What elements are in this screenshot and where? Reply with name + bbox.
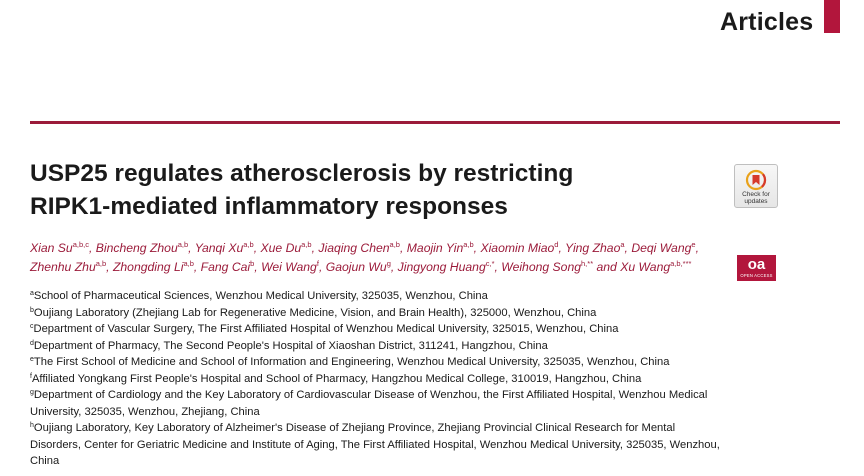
author-separator: , <box>88 241 96 255</box>
author-name: Weihong Song <box>501 260 582 274</box>
affiliation-item <box>30 321 720 338</box>
author-affiliation-marker: d <box>554 240 559 249</box>
author-separator: , <box>399 241 407 255</box>
affiliation-item <box>30 371 720 388</box>
author-affiliation-marker: c,* <box>485 259 495 268</box>
author[interactable] <box>318 241 400 255</box>
author-name: Fang Cai <box>200 260 251 274</box>
affiliation-marker: c <box>30 323 34 330</box>
author-name: Xue Du <box>260 241 302 255</box>
affiliation-item <box>30 305 720 322</box>
author[interactable] <box>326 260 391 274</box>
author-name: Zhenhu Zhu <box>30 260 96 274</box>
author[interactable] <box>631 241 695 255</box>
affiliation-marker: b <box>30 306 34 314</box>
author-affiliation-marker: b <box>250 259 255 268</box>
author-separator: , <box>494 260 502 274</box>
author-affiliation-marker: a,b,*** <box>670 259 692 268</box>
author-name: Ying Zhao <box>565 241 621 255</box>
article-title <box>30 157 670 223</box>
author[interactable] <box>30 260 106 274</box>
author-affiliation-marker: a,b <box>177 240 189 249</box>
open-access-badge <box>737 255 776 281</box>
affiliation-text: Department of Cardiology and the Key Laboratory of Cardiovascular Disease of Wenzhou, the First Affiliated Hospital, Wenzhou Medical University, 325035, Wenzhou, Zhejiang, China <box>30 389 708 418</box>
affiliation-item <box>30 354 720 371</box>
author-affiliation-marker: a,b <box>301 240 312 249</box>
author[interactable] <box>261 260 319 274</box>
author-affiliation-marker: a,b <box>389 240 400 249</box>
affiliation-marker: f <box>30 372 32 380</box>
affiliation-marker: h <box>30 422 34 429</box>
check-for-updates-button[interactable] <box>734 164 778 208</box>
affiliation-item <box>30 387 720 420</box>
article-title-line-1: USP25 regulates atherosclerosis by restricting <box>30 160 574 187</box>
author-separator: , <box>253 241 261 255</box>
author[interactable] <box>195 241 254 255</box>
affiliation-text: The First School of Medicine and School of Information and Engineering, Wenzhou Medical University, 325035, Wenzhou, China <box>33 356 670 368</box>
author-name: Maojin Yin <box>406 241 464 255</box>
author-separator: , <box>318 260 326 274</box>
author-affiliation-marker: a,b <box>183 259 194 268</box>
affiliation-text: Oujiang Laboratory, Key Laboratory of Alzheimer's Disease of Zhejiang Province, Zhejiang Provincial Clinical Research for Mental Disorders, Center for Geriatric Medicine and Institute of Aging, The First Affiliated Hospital, Wenzhou Medical University, 325035, Wenzhou, China <box>30 422 720 467</box>
author[interactable] <box>30 241 89 255</box>
author-separator: , <box>624 241 632 255</box>
author-affiliation-marker: h,** <box>581 259 594 268</box>
affiliation-text: Department of Pharmacy, The Second People's Hospital of Xiaoshan District, 311241, Hangzhou, China <box>33 339 548 352</box>
author-affiliation-marker: a,b <box>463 240 474 249</box>
header-divider <box>30 121 840 124</box>
affiliation-item <box>30 338 720 355</box>
author-name: Wei Wang <box>261 260 317 274</box>
affiliation-text: Oujiang Laboratory (Zhejiang Lab for Regenerative Medicine, Vision, and Brain Health), 325000, Wenzhou, China <box>33 306 597 319</box>
author[interactable] <box>113 260 194 274</box>
author-separator: , <box>106 260 113 274</box>
open-access-short: oa <box>747 256 766 273</box>
affiliation-text: Affiliated Yongkang First People's Hospital and School of Pharmacy, Hangzhou Medical College, 310019, Hangzhou, China <box>31 372 642 385</box>
author-affiliation-marker: a,b,c <box>72 240 89 249</box>
article-title-line-2: RIPK1-mediated inflammatory responses <box>30 193 508 220</box>
author-separator: , <box>254 260 262 274</box>
author[interactable] <box>261 241 312 255</box>
affiliation-marker: g <box>30 389 34 396</box>
author-affiliation-marker: a,b <box>95 259 107 268</box>
author-separator: , <box>193 260 201 274</box>
author-affiliation-marker: g <box>386 259 391 268</box>
author-affiliation-marker: a,b <box>243 240 254 249</box>
affiliation-marker: d <box>30 339 34 347</box>
author[interactable] <box>398 260 495 274</box>
affiliation-marker: e <box>30 356 34 363</box>
author-separator: and <box>593 260 621 274</box>
affiliation-item <box>30 288 720 305</box>
author-list <box>30 239 730 277</box>
open-access-full: OPEN ACCESS <box>740 273 773 278</box>
author-separator: , <box>188 241 195 255</box>
author-name: Xian Su <box>30 241 73 255</box>
author-separator: , <box>311 241 319 255</box>
affiliation-text: Department of Vascular Surgery, The First Affiliated Hospital of Wenzhou Medical University, 325015, Wenzhou, China <box>33 323 619 335</box>
author-affiliation-marker: f <box>316 259 319 268</box>
author[interactable] <box>620 260 691 274</box>
author[interactable] <box>407 241 474 255</box>
author-separator: , <box>558 241 566 255</box>
author-affiliation-marker: e <box>691 240 696 249</box>
check-for-updates-label: Check for updates <box>742 191 770 205</box>
author-name: Jingyong Huang <box>397 260 486 274</box>
author-separator: , <box>695 241 699 255</box>
author-name: Bincheng Zhou <box>95 241 178 255</box>
author[interactable] <box>96 241 188 255</box>
affiliation-marker: a <box>30 290 34 297</box>
affiliation-item <box>30 420 720 470</box>
author-name: Yanqi Xu <box>194 241 244 255</box>
section-title: Articles <box>720 8 814 36</box>
author[interactable] <box>501 260 593 274</box>
author[interactable] <box>201 260 255 274</box>
journal-color-block <box>824 0 840 33</box>
author-separator: , <box>390 260 398 274</box>
author-name: Gaojun Wu <box>325 260 387 274</box>
author-separator: , <box>473 241 481 255</box>
author-name: Xiaomin Miao <box>480 241 555 255</box>
author-name: Jiaqing Chen <box>318 241 390 255</box>
author[interactable] <box>565 241 625 255</box>
author-name: Xu Wang <box>620 260 671 274</box>
check-updates-icon <box>745 169 767 191</box>
affiliation-text: School of Pharmaceutical Sciences, Wenzhou Medical University, 325035, Wenzhou, China <box>33 290 488 302</box>
author[interactable] <box>480 241 558 255</box>
affiliation-list <box>30 288 720 470</box>
author-affiliation-marker: a <box>620 240 625 249</box>
author-name: Deqi Wang <box>631 241 692 255</box>
author-name: Zhongding Li <box>112 260 184 274</box>
